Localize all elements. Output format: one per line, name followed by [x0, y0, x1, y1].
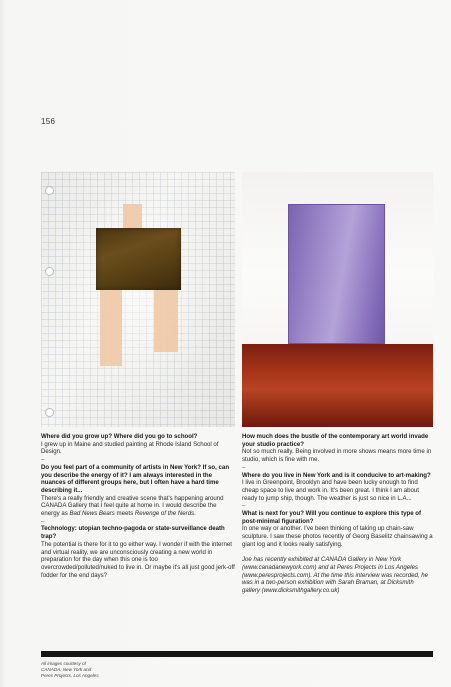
question-grow-up: Where did you grow up? Where did you go to school? — [41, 433, 198, 440]
question-art-world: How much does the bustle of the contemporary art world invade your studio practice? — [242, 433, 429, 448]
interview-column-left — [41, 433, 235, 579]
question-next: What is next for you? Will you continue to explore this type of post-minimal figuration? — [242, 510, 422, 525]
artwork-grid-figure — [41, 172, 235, 427]
figure-body-block — [96, 228, 181, 290]
binder-hole-top — [45, 186, 54, 195]
answer-community: There's a really friendly and creative scene that's happening around CANADA Gallery that I feel quite at home in. I would describe the energy as Bad News Bears meets Revenge of the Nerds. — [41, 494, 224, 518]
footer-rule — [41, 651, 433, 657]
separator: – — [41, 517, 45, 525]
separator: – — [242, 502, 246, 510]
figure-right-leg — [154, 288, 178, 352]
interview-column-right — [242, 433, 433, 595]
answer-new-york: I live in Greenpoint, Brooklyn and have been lucky enough to find cheap space to live and work in. It's been great. I think I am about ready to jump ship, though. The weather is just so nice in L.A... — [242, 479, 419, 502]
question-new-york: Where do you live in New York and is it conducive to art-making? — [242, 471, 431, 479]
answer-art-world: Not so much really. Being involved in more shows means more time in studio, which is fine with me. — [242, 448, 432, 464]
question-technology: Technology: utopian techno-pagoda or state-surveillance death trap? — [41, 525, 225, 541]
separator: – — [41, 456, 45, 464]
answer-next: In one way or another. I've been thinking of taking up chain-saw sculpture. I saw these photos recently of Georg Baselitz chainsawing a giant log and it looks really satisfying. — [242, 525, 433, 548]
answer-grow-up: I grew up in Maine and studied painting at Rhode Island School of Design. — [41, 440, 219, 456]
red-base — [242, 344, 433, 427]
image-credit: All images courtesy of CANADA, New York and Peres Projects, Los Angeles. — [41, 661, 100, 678]
binder-hole-bottom — [45, 408, 54, 417]
page-number: 156 — [41, 117, 56, 126]
purple-rectangle — [288, 204, 385, 344]
artist-bio: Joe has recently exhibited at CANADA Gallery in New York (www.canadanewyork.com) and at Peres Projects in Los Angeles (www.peresprojects.com). At the time this interview was recorded, he was in a two-person exhibition with Sarah Braman, at Dicksmith gallery (www.dicksmithgallery.co.uk) — [242, 556, 429, 595]
figure-head — [123, 204, 142, 230]
question-community: Do you feel part of a community of artists in New York? If so, can you describe the energy of it? I am always interested in the nuances of different groups here, but I often have a hard time describing it... — [41, 463, 230, 494]
separator: – — [242, 463, 246, 471]
figure-left-leg — [100, 288, 122, 366]
answer-technology: The potential is there for it to go either way. I wonder if with the internet and virtual reality, we are unconsciously creating a new world in preparation for the day when this one is too overcrowded/polluted/nuked to live in. Or maybe it's all just good jerk-off fodder for the end days? — [41, 540, 235, 579]
binder-hole-middle — [45, 267, 54, 276]
artwork-purple-on-red — [242, 172, 433, 427]
